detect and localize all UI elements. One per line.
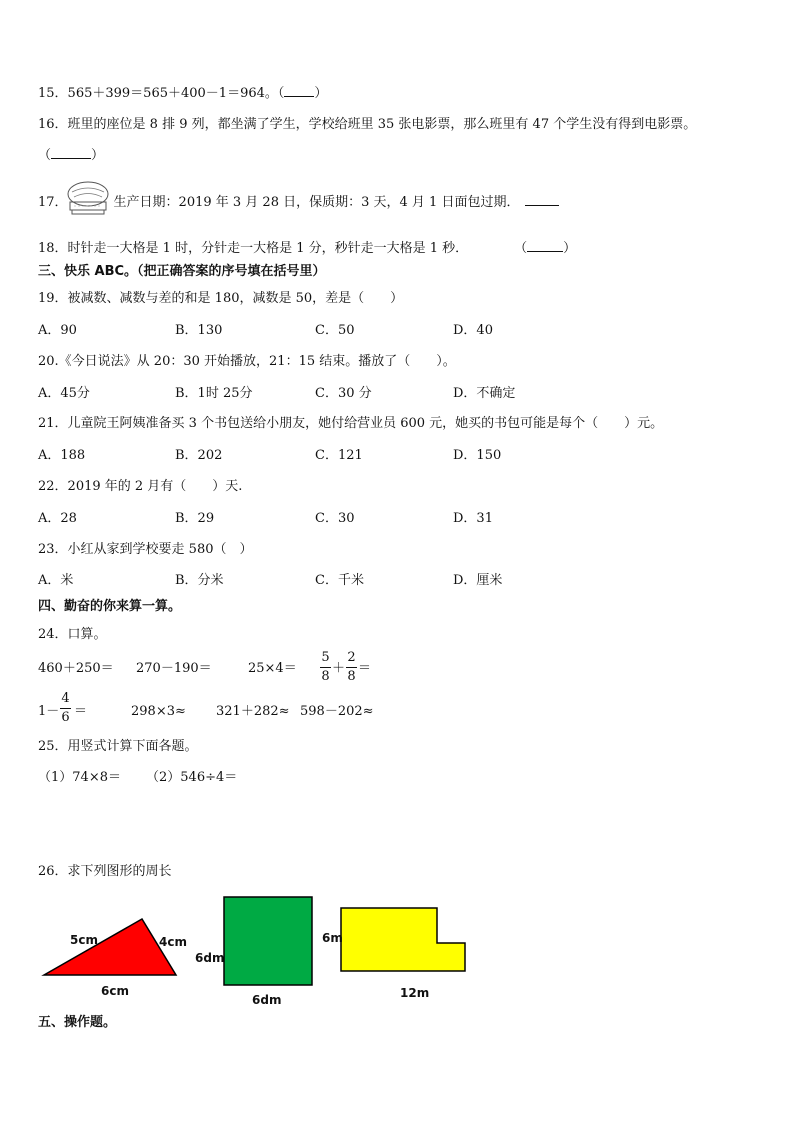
question-25: 25．用竖式计算下面各题。 — [38, 739, 198, 754]
answer-blank[interactable] — [284, 84, 314, 97]
question-16: 16．班里的座位是 8 排 9 列，都坐满了学生，学校给班里 35 张电影票，那么班里有 47 个学生没有得到电影票。 — [38, 117, 697, 132]
option-a[interactable]: A．188 — [38, 448, 86, 463]
fraction-5-8: 5 8 — [321, 650, 330, 684]
oral-calc-8: 598－202≈ — [300, 704, 374, 719]
section-4-heading: 四、勤奋的你来算一算。 — [38, 599, 182, 614]
option-c[interactable]: C．30 分 — [315, 386, 372, 401]
question-22: 22．2019 年的 2 月有（ ）天. — [38, 479, 243, 494]
option-c[interactable]: C．121 — [315, 448, 363, 463]
section-3-heading: 三、快乐 ABC。（把正确答案的序号填在括号里） — [38, 264, 326, 279]
question-26: 26．求下列图形的周长 — [38, 864, 172, 879]
question-17: 17． 生产日期：2019 年 3 月 28 日，保质期：3 天，4 月 1 日面包过期． — [38, 193, 559, 212]
triangle-left-label: 5cm — [70, 933, 98, 947]
shape-height-label: 6m — [322, 931, 343, 945]
question-21: 21．儿童院王阿姨准备买 3 个书包送给小朋友，她付给营业员 600 元，她买的书包可能是每个（ ）元。 — [38, 416, 664, 431]
option-b[interactable]: B．分米 — [175, 573, 224, 588]
equals-sign: ＝ — [74, 704, 88, 719]
vertical-calc-1: （1）74×8＝ — [38, 770, 121, 785]
green-square — [222, 895, 314, 987]
option-a[interactable]: A．45分 — [38, 386, 90, 401]
shape-bottom-label: 12m — [400, 986, 430, 1000]
option-d[interactable]: D．厘米 — [453, 573, 503, 588]
question-19: 19．被减数、减数与差的和是 180，减数是 50，差是（ ） — [38, 291, 404, 306]
one-minus: 1－ — [38, 704, 60, 719]
bread-icon — [64, 178, 112, 218]
answer-blank[interactable] — [527, 239, 563, 252]
answer-blank[interactable] — [525, 193, 559, 206]
fraction-2-8: 2 8 — [347, 650, 356, 684]
option-b[interactable]: B．202 — [175, 448, 223, 463]
option-b[interactable]: B．130 — [175, 323, 223, 338]
option-a[interactable]: A．90 — [38, 323, 77, 338]
section-5-heading: 五、操作题。 — [38, 1015, 117, 1030]
option-d[interactable]: D．31 — [453, 511, 493, 526]
question-24: 24．口算。 — [38, 627, 107, 642]
question-23: 23．小红从家到学校要走 580（ ） — [38, 542, 253, 557]
option-d[interactable]: D．不确定 — [453, 386, 516, 401]
option-c[interactable]: C．50 — [315, 323, 355, 338]
option-c[interactable]: C．千米 — [315, 573, 364, 588]
option-b[interactable]: B．29 — [175, 511, 215, 526]
option-d[interactable]: D．150 — [453, 448, 502, 463]
square-side-label: 6dm — [195, 951, 225, 965]
option-a[interactable]: A．米 — [38, 573, 74, 588]
oral-calc-2: 270－190＝ — [136, 661, 212, 676]
yellow-shape — [339, 906, 469, 974]
vertical-calc-2: （2）546÷4＝ — [146, 770, 238, 785]
question-16-answer: （ ） — [38, 148, 105, 163]
plus-sign: ＋ — [332, 661, 346, 676]
square-bottom-label: 6dm — [252, 993, 282, 1007]
answer-blank[interactable] — [51, 146, 91, 159]
oral-calc-7: 321＋282≈ — [216, 704, 290, 719]
triangle-base-label: 6cm — [101, 984, 129, 998]
oral-calc-6: 298×3≈ — [131, 704, 186, 719]
option-a[interactable]: A．28 — [38, 511, 77, 526]
oral-calc-1: 460＋250＝ — [38, 661, 114, 676]
question-18: 18．时针走一大格是 1 时，分针走一大格是 1 分，秒针走一大格是 1 秒． （ ） — [38, 241, 577, 256]
triangle-right-label: 4cm — [159, 935, 187, 949]
option-b[interactable]: B．1时 25分 — [175, 386, 253, 401]
question-20: 20.《今日说法》从 20：30 开始播放，21：15 结束。播放了（ ）。 — [38, 354, 456, 369]
option-c[interactable]: C．30 — [315, 511, 355, 526]
option-d[interactable]: D．40 — [453, 323, 493, 338]
fraction-4-6: 4 6 — [61, 691, 70, 725]
equals-sign: ＝ — [358, 661, 372, 676]
oral-calc-3: 25×4＝ — [248, 661, 297, 676]
question-15: 15．565＋399＝565＋400－1＝964。（ ） — [38, 86, 328, 101]
